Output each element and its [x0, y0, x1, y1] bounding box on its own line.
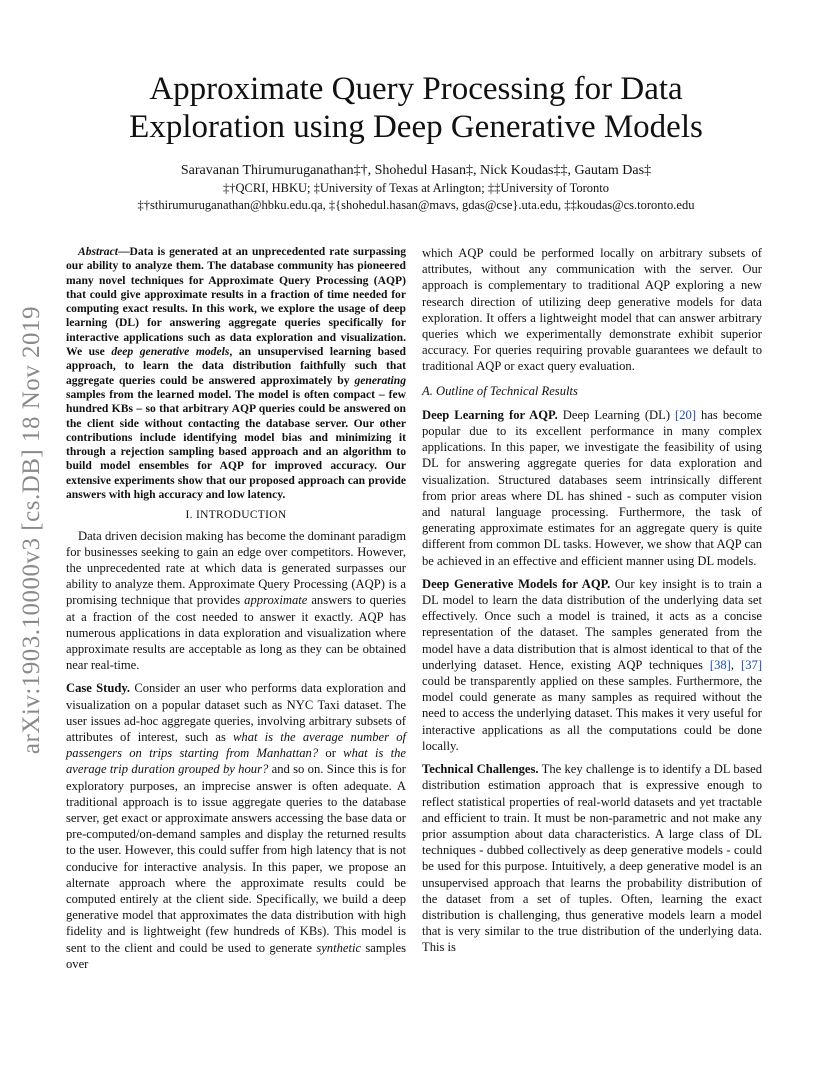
abstract: Abstract—Data is generated at an unprecedented rate surpassing our ability to analyze them. The database community has pioneered many novel techniques for Approximate Query Processing (AQP) that could give approximate results in a fraction of time needed for computing exact results. In this work, we explore the usage of deep learning (DL) for answering aggregate queries specifically for interactive applications such as data exploration and visualization. We use deep generative models, an unsupervised learning based approach, to learn the data distribution faithfully such that aggregate queries could be answered approximately by generating samples from the learned model. The model is often compact – few hundred KBs – so that arbitrary AQP queries could be answered on the client side without contacting the database server. Our other contributions include identifying model bias and minimizing it through a rejection sampling based approach and an algorithm to build model ensembles for AQP for improved accuracy. Our extensive experiments show that our proposed approach can provide answers with high accuracy and low latency. — [66, 245, 406, 502]
citation-link[interactable]: [20] — [675, 407, 697, 422]
generative-models-paragraph: Deep Generative Models for AQP. Our key insight is to train a DL model to learn the data distribution of the underlying data set effectively. Once such a model is trained, it acts as a concise representation of the dataset. The samples generated from the model have a data distribution that is almost identical to that of the underlying dataset. Hence, existing AQP techniques [38], [37] could be transparently applied on these samples. Furthermore, the model could generate as many samples as required without the need to access the underlying dataset. This makes it very useful for interactive applications as all the computations could be done locally. — [422, 576, 763, 753]
case-study-paragraph: Case Study. Consider an user who performs data exploration and visualization on a popular dataset such as NYC Taxi dataset. The user issues ad-hoc aggregate queries, involving arbitrary subsets of attributes of interest, such as what is the average number of passengers on trips starting from Manhattan? or what is the average trip duration grouped by hour? and so on. Since this is for exploratory purposes, an imprecise answer is often adequate. A traditional approach is to issue aggregate queries to the database server, get exact or approximate answers accessing the base data or pre-computed/on-demand samples and display the returned results to the user. However, this could suffer from high latency that is not conducive for interactive analysis. In this paper, we propose an alternate approach where the approximate results could be computed entirely at the client side. Specifically, we build a deep generative model that approximates the data distribution with high fidelity and is lightweight (few hundreds of KBs). This model is sent to the client and could be used to generate synthetic samples over — [66, 681, 407, 971]
citation-link[interactable]: [38] — [709, 657, 731, 672]
section-heading-introduction: I. INTRODUCTION — [185, 509, 287, 522]
subsection-heading-outline: A. Outline of Technical Results — [422, 383, 578, 398]
right-column — [422, 245, 762, 956]
affiliations: ‡†QCRI, HBKU; ‡University of Texas at Arlington; ‡‡University of Toronto — [223, 181, 609, 195]
deep-learning-paragraph: Deep Learning for AQP. Deep Learning (DL) [20] has become popular due to its excellent performance in many complex applications. In this paper, we investigate the feasibility of using DL for answering aggregate queries for data exploration and visualization. Structured databases seem intrinsically different from prior areas where DL has shined - such as computer vision and natural language processing. Furthermore, the task of generating approximate estimates for an aggregate query is quite different from common DL tasks. However, we show that AQP can be achieved in an effective and efficient manner using DL models. — [422, 407, 762, 568]
arxiv-id: arXiv:1903.10000v3 [cs.DB] 18 Nov 2019 — [18, 305, 46, 755]
arxiv-sidebar-stamp — [12, 290, 52, 770]
technical-challenges-paragraph: Technical Challenges. The key challenge is to identify a DL based distribution estimation approach that is expressive enough to reflect statistical properties of real-world datasets and yet tractable and efficient to train. It must be non-parametric and not make any prior assumption about data characteristics. A large class of DL techniques - dubbed collectively as deep generative models - could be used for this purpose. Intuitively, a deep generative model is an unsupervised approach that learns the probability distribution of the dataset from a set of tuples. Often, learning the exact distribution is challenging, thus generative models learn a model that is very similar to the true distribution of the underlying data. This is — [422, 762, 762, 955]
author-list: Saravanan Thirumuruganathan‡†, Shohedul Hasan‡, Nick Koudas‡‡, Gautam Das‡ — [180, 163, 652, 178]
paper-title: Approximate Query Processing for Data Exploration using Deep Generative Models — [129, 71, 703, 145]
continuation-paragraph: which AQP could be performed locally on arbitrary subsets of attributes, without any communication with the server. Our approach is complementary to traditional AQP exploring a new research direction of utilizing deep generative models for data exploration. It offers a lightweight model that can answer arbitrary queries which we experimentally demonstrate exhibit superior accuracy. For queries requiring provable guarantees we default to traditional AQP or exact query evaluation. — [422, 246, 762, 374]
citation-link[interactable]: [37] — [741, 657, 763, 672]
left-column — [66, 245, 406, 972]
author-block — [66, 162, 766, 214]
intro-paragraph: Data driven decision making has become the dominant paradigm for businesses seeking to gain an edge over competitors. However, the unprecedented rate at which data is generated surpasses our ability to analyze them. Approximate Query Processing (AQP) is a promising technique that provides approximate answers to queries at a fraction of the cost needed to answer it exactly. AQP has numerous applications in data exploration and visualization where approximate results are acceptable as long as they can be obtained near real-time. — [66, 528, 406, 673]
author-emails: ‡†sthirumuruganathan@hbku.edu.qa, ‡{shohedul.hasan@mavs, gdas@cse}.uta.edu, ‡‡koudas@cs.toronto.edu — [137, 198, 695, 212]
